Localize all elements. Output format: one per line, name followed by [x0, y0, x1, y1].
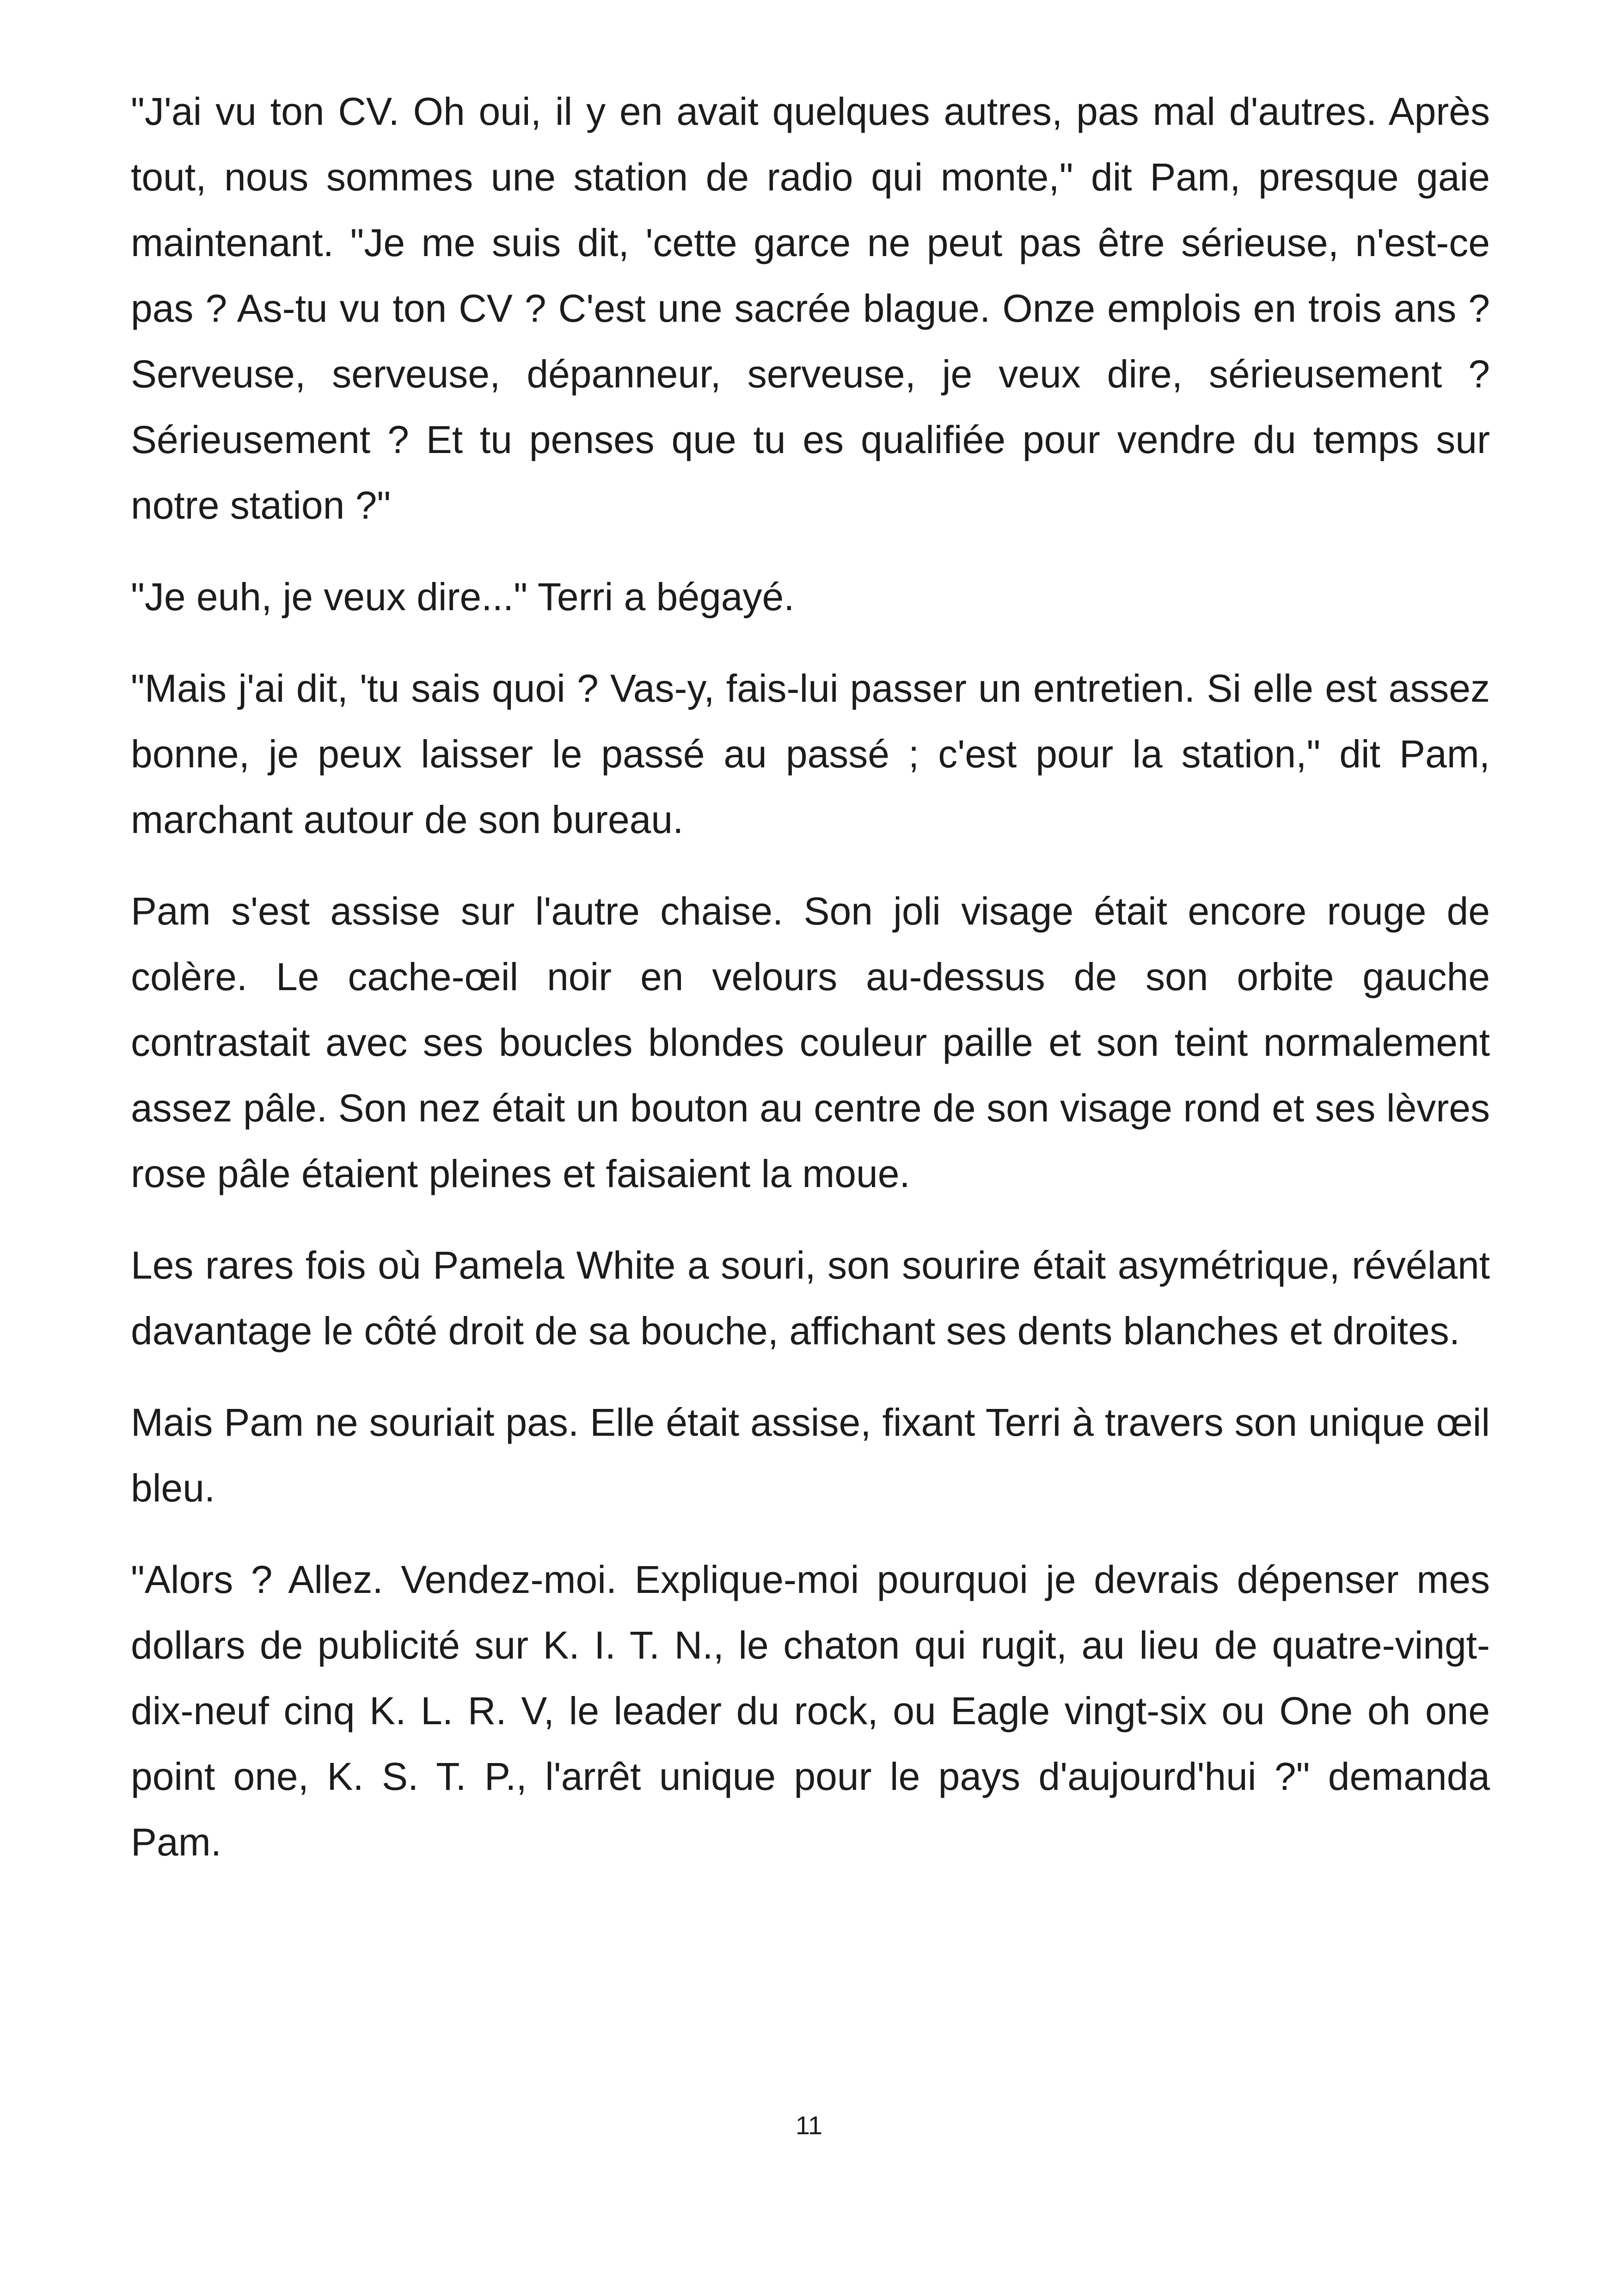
paragraph: "Alors ? Allez. Vendez-moi. Explique-moi pourquoi je devrais dépenser mes dollars de publicité sur K. I. T. N., le chaton qui rugit, au lieu de quatre-vingt-dix-neuf cinq K. L. R. V, le leader du rock, ou Eagle vingt-six ou One oh one point one, K. S. T. P., l'arrêt unique pour le pays d'aujourd'hui ?" demanda Pam. — [131, 1558, 1490, 1864]
paragraph: Pam s'est assise sur l'autre chaise. Son joli visage était encore rouge de colère. Le cache-œil noir en velours au-dessus de son orbite gauche contrastait avec ses boucles blondes couleur paille et son teint normalement assez pâle. Son nez était un bouton au centre de son visage rond et ses lèvres rose pâle étaient pleines et faisaient la moue. — [131, 889, 1490, 1195]
page-number: 11 — [795, 2111, 823, 2140]
paragraph: Les rares fois où Pamela White a souri, son sourire était asymétrique, révélant davantage le côté droit de sa bouche, affichant ses dents blanches et droites. — [131, 1243, 1490, 1353]
paragraph: "Je euh, je veux dire..." Terri a bégayé. — [131, 575, 795, 618]
paragraph: "J'ai vu ton CV. Oh oui, il y en avait quelques autres, pas mal d'autres. Après tout, nous sommes une station de radio qui monte," dit Pam, presque gaie maintenant. "Je me suis dit, 'cette garce ne peut pas être sérieuse, n'est-ce pas ? As-tu vu ton CV ? C'est une sacrée blague. Onze emplois en trois ans ? Serveuse, serveuse, dépanneur, serveuse, je veux dire, sérieusement ? Sérieusement ? Et tu penses que tu es qualifiée pour vendre du temps sur notre station ?" — [131, 90, 1490, 527]
paragraph: Mais Pam ne souriait pas. Elle était assise, fixant Terri à travers son unique œil bleu. — [131, 1401, 1490, 1510]
body-text — [131, 79, 1490, 1901]
paragraph: "Mais j'ai dit, 'tu sais quoi ? Vas-y, fais-lui passer un entretien. Si elle est assez bonne, je peux laisser le passé au passé ; c'est pour la station," dit Pam, marchant autour de son bureau. — [131, 667, 1490, 841]
